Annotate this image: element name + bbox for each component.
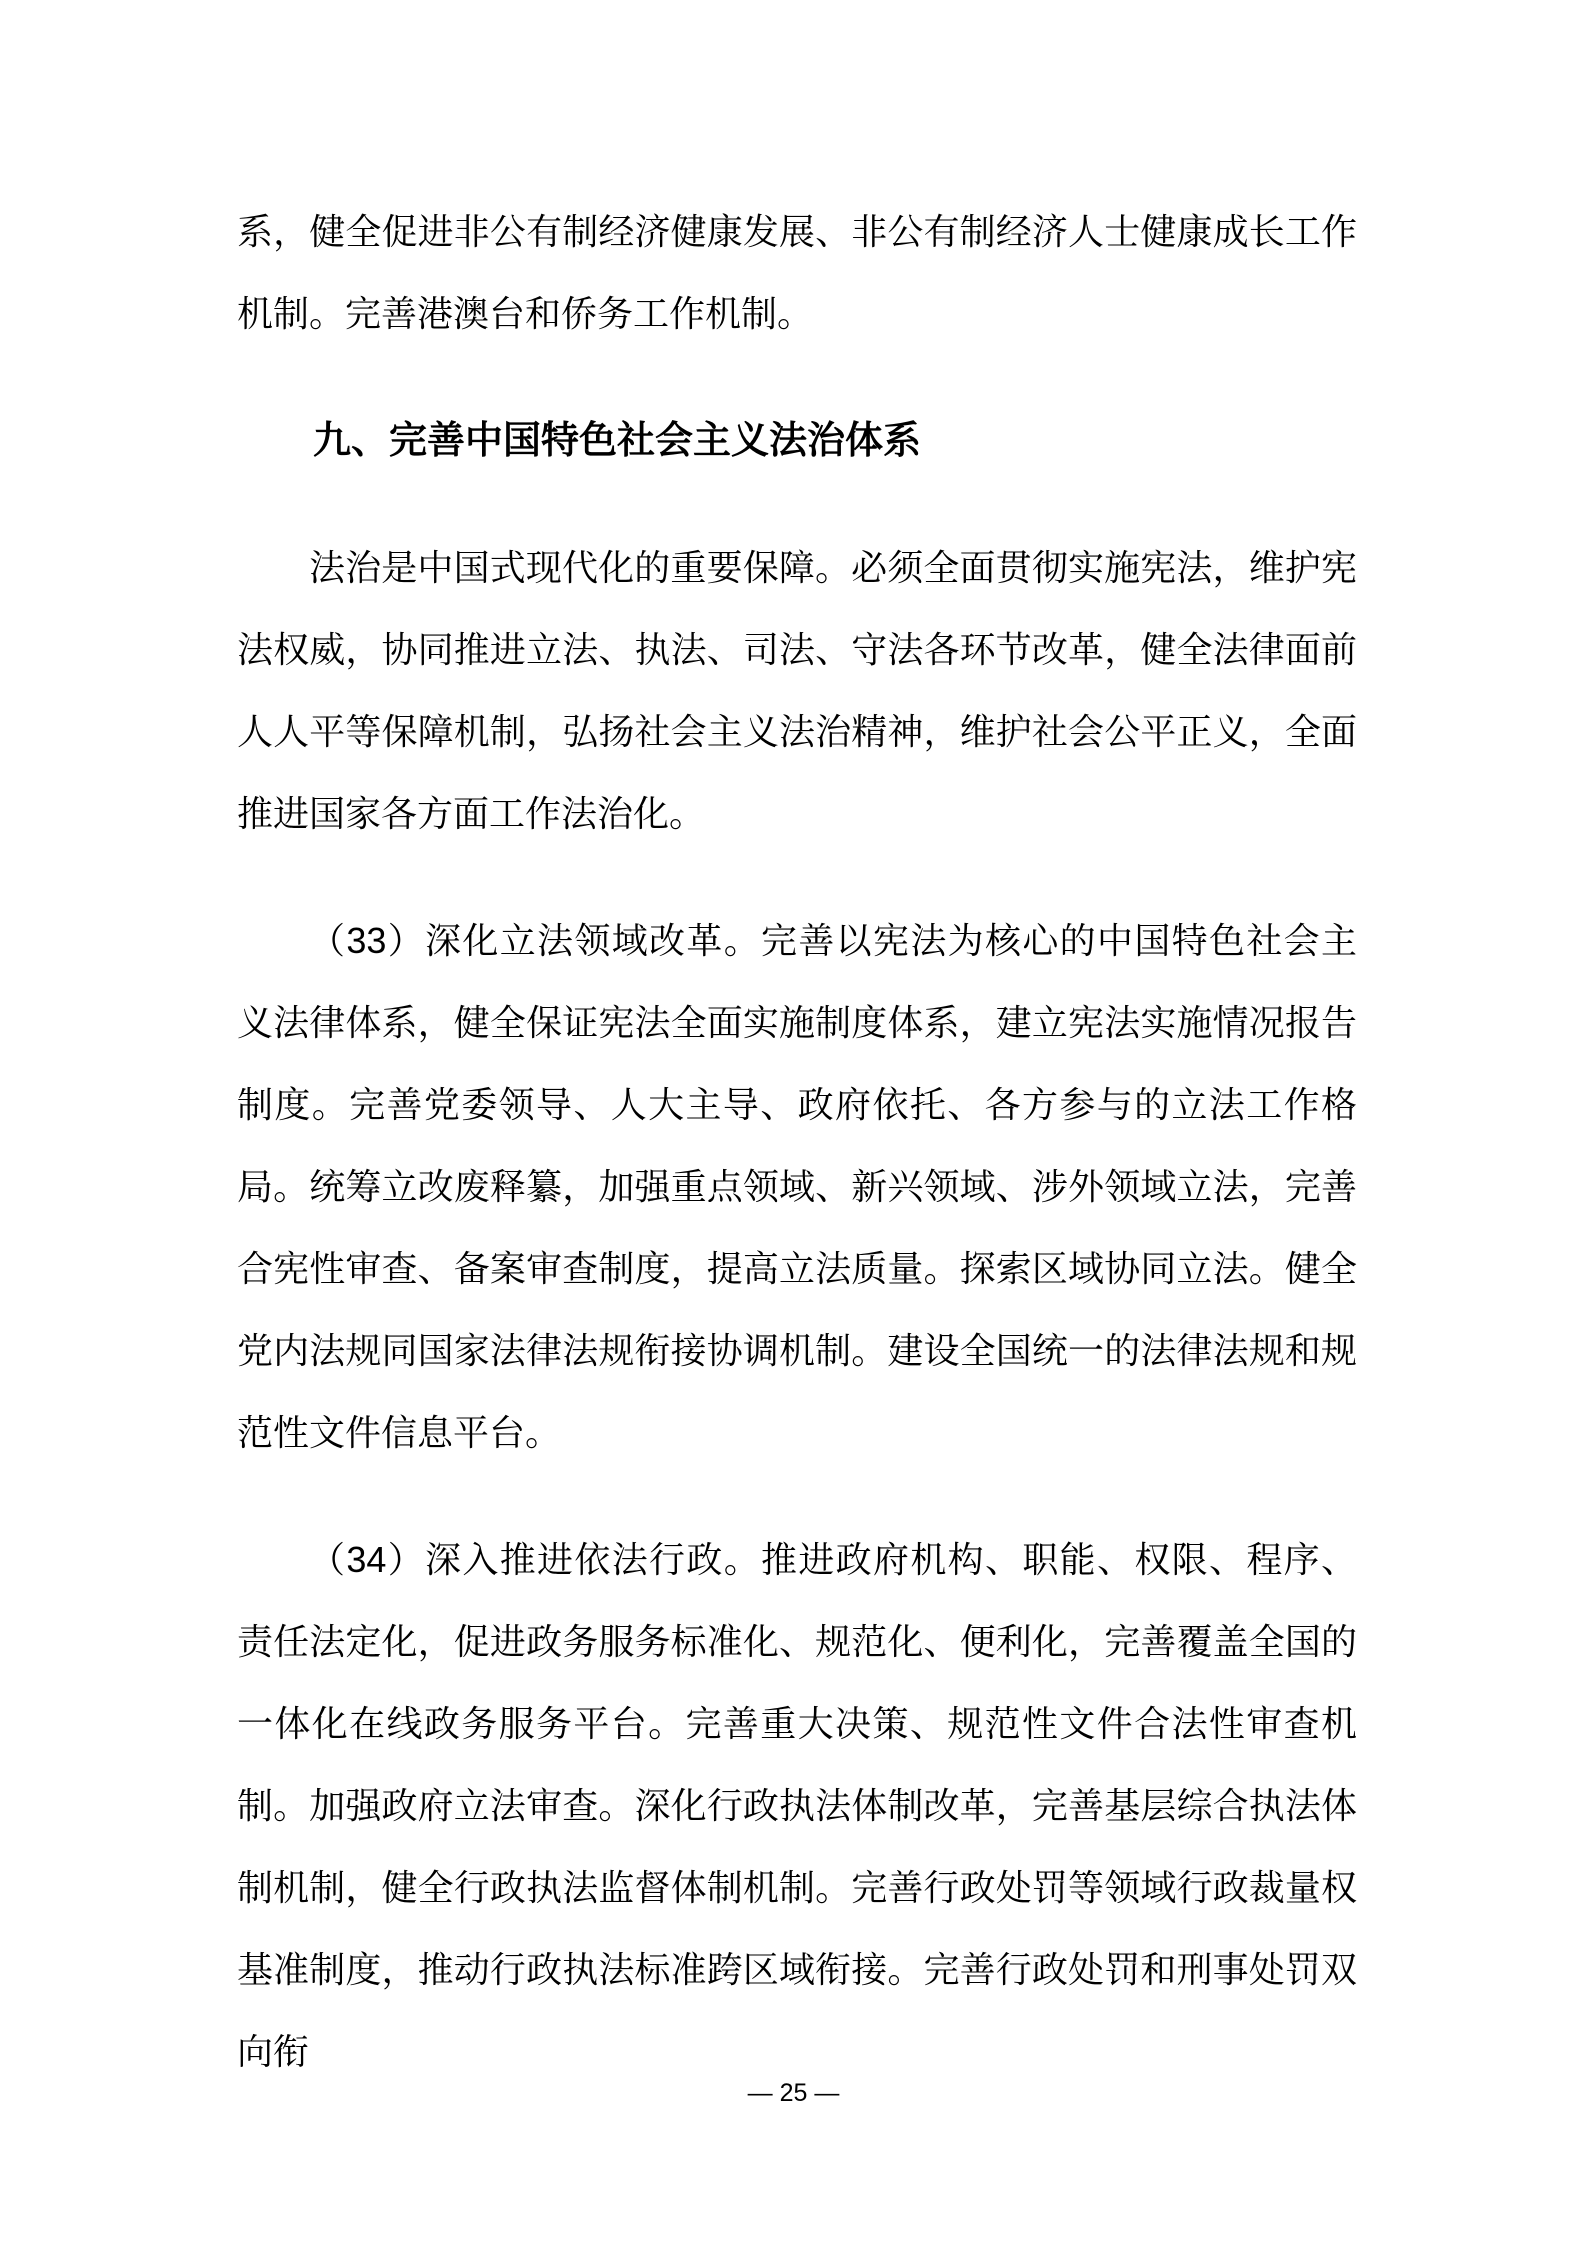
- section-heading: 九、完善中国特色社会主义法治体系: [313, 420, 922, 462]
- paragraph-continuation: 系，健全促进非公有制经济健康发展、非公有制经济人士健康成长工作机制。完善港澳台和侨务工作机制。: [237, 211, 1357, 334]
- document-body: [237, 191, 1357, 2138]
- page-number: — 25 —: [747, 2079, 840, 2107]
- paragraph-item-34: （34）深入推进依法行政。推进政府机构、职能、权限、程序、责任法定化，促进政务服务标准化、规范化、便利化，完善覆盖全国的一体化在线政务服务平台。完善重大决策、规范性文件合法性审查机制。加强政府立法审查。深化行政执法体制改革，完善基层综合执法体制机制，健全行政执法监督体制机制。完善行政处罚等领域行政裁量权基准制度，推动行政执法标准跨区域衔接。完善行政处罚和刑事处罚双向衔: [237, 1539, 1357, 2072]
- page-footer: [0, 2078, 1587, 2108]
- paragraph-intro: 法治是中国式现代化的重要保障。必须全面贯彻实施宪法，维护宪法权威，协同推进立法、执法、司法、守法各环节改革，健全法律面前人人平等保障机制，弘扬社会主义法治精神，维护社会公平正义，全面推进国家各方面工作法治化。: [237, 547, 1357, 834]
- paragraph-item-33: （33）深化立法领域改革。完善以宪法为核心的中国特色社会主义法律体系，健全保证宪法全面实施制度体系，建立宪法实施情况报告制度。完善党委领导、人大主导、政府依托、各方参与的立法工作格局。统筹立改废释纂，加强重点领域、新兴领域、涉外领域立法，完善合宪性审查、备案审查制度，提高立法质量。探索区域协同立法。健全党内法规同国家法律法规衔接协调机制。建设全国统一的法律法规和规范性文件信息平台。: [237, 920, 1357, 1453]
